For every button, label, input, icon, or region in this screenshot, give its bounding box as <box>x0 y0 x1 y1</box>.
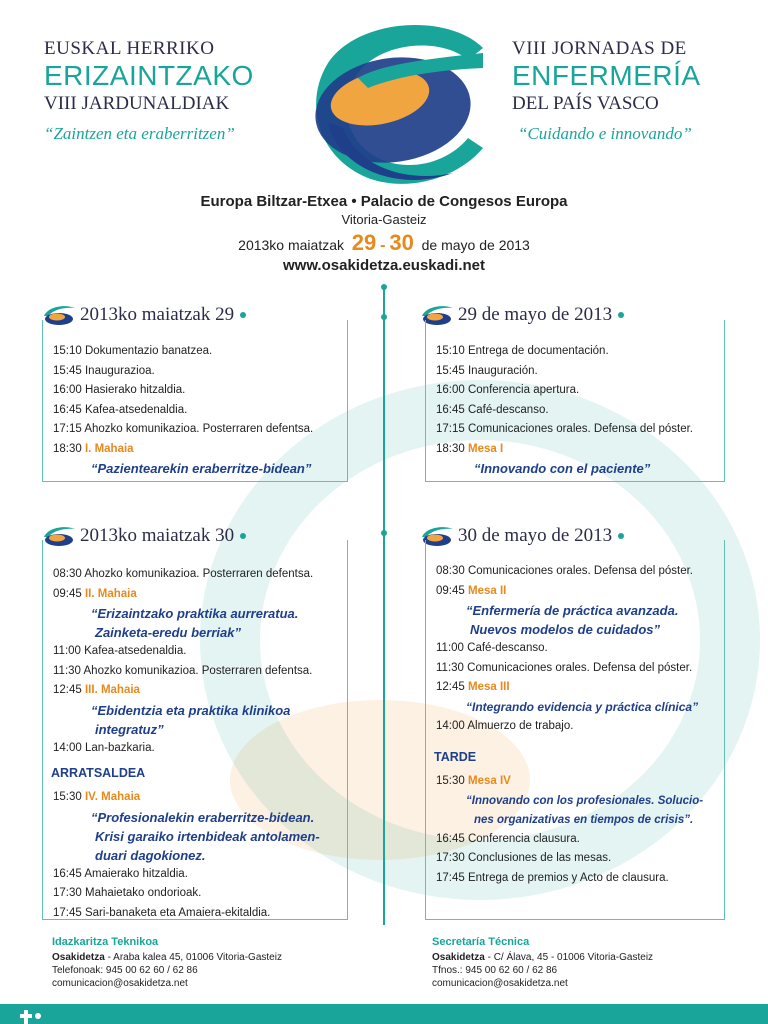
date-day2: 30 <box>389 230 414 255</box>
schedule-row: 18:30 Mesa I <box>436 442 504 455</box>
schedule-row: 09:45 Mesa II <box>436 584 507 597</box>
afternoon-heading: ARRATSALDEA <box>51 766 146 780</box>
session-title: nes organizativas en tiempos de crisis”. <box>474 813 694 826</box>
day-title-es30: 30 de mayo de 2013 <box>458 525 613 546</box>
schedule-row: 17:15 Comunicaciones orales. Defensa del póster. <box>436 423 693 435</box>
header-basque-line2: ERIZAINTZAKO <box>44 60 254 91</box>
title-dot <box>240 312 246 318</box>
divider-dot <box>381 530 387 536</box>
schedule-row: 16:45 Conferencia clausura. <box>436 832 580 845</box>
schedule-row: 12:45 III. Mahaia <box>53 684 140 696</box>
schedule-row: 11:30 Ahozko komunikazioa. Posterraren defentsa. <box>53 664 313 677</box>
footer-contact-es <box>432 936 653 990</box>
title-dot <box>240 533 246 539</box>
schedule-row: 08:30 Comunicaciones orales. Defensa del póster. <box>436 565 693 577</box>
footer-address: Osakidetza - Araba kalea 45, 01006 Vitoria-Gasteiz <box>52 952 282 963</box>
website-link[interactable]: www.osakidetza.euskadi.net <box>282 257 485 274</box>
day-title-es29: 29 de mayo de 2013 <box>458 304 613 325</box>
title-dot <box>618 312 624 318</box>
event-logo <box>298 18 498 188</box>
afternoon-heading: TARDE <box>434 750 477 764</box>
title-dot <box>618 533 624 539</box>
session-title: Krisi garaiko irtenbideak antolamen- <box>95 828 320 844</box>
session-title: “Erizaintzako praktika aurreratua. <box>91 606 299 621</box>
schedule-row: 12:45 Mesa III <box>436 681 510 693</box>
schedule-panel-es29 <box>425 320 725 482</box>
date-dash: - <box>380 237 386 254</box>
header-basque-tagline: “Zaintzen eta eraberritzen” <box>44 124 235 143</box>
schedule-row: 16:00 Hasierako hitzaldia. <box>53 384 186 396</box>
schedule-row: 16:45 Café-descanso. <box>436 403 549 416</box>
footer-title: Secretaría Técnica <box>432 936 530 948</box>
schedule-row: 18:30 I. Mahaia <box>53 442 134 455</box>
date-prefix: 2013ko maiatzak <box>238 237 344 253</box>
session-title: “Pazientearekin eraberritze-bidean” <box>91 461 312 476</box>
schedule-row: 14:00 Lan-bazkaria. <box>53 741 155 754</box>
session-title: “Innovando con el paciente” <box>474 461 651 476</box>
header-spanish-line3: DEL PAÍS VASCO <box>512 93 659 114</box>
schedule-row: 11:30 Comunicaciones orales. Defensa del póster. <box>436 661 693 674</box>
venue-name: Europa Biltzar-Etxea • Palacio de Congesos Europa <box>200 193 568 210</box>
session-title: integratuz” <box>95 721 164 737</box>
footer-email[interactable]: comunicacion@osakidetza.net <box>52 978 188 989</box>
session-title: Nuevos modelos de cuidados” <box>470 622 660 637</box>
schedule-row: 15:30 Mesa IV <box>436 775 511 787</box>
header-spanish-line2: ENFERMERÍA <box>512 60 701 91</box>
schedule-row: 15:30 IV. Mahaia <box>53 791 141 803</box>
footer-bar <box>0 1004 768 1024</box>
footer-address: Osakidetza - C/ Álava, 45 - 01006 Vitoria-Gasteiz <box>432 952 654 963</box>
divider-dot <box>381 284 387 290</box>
schedule-row: 15:10 Entrega de documentación. <box>436 345 609 357</box>
header-spanish <box>512 38 752 144</box>
session-title: “Profesionalekin eraberritze-bidean. <box>91 809 315 825</box>
footer-phone: Tfnos.: 945 00 62 60 / 62 86 <box>432 965 558 976</box>
session-title: “Ebidentzia eta praktika klinikoa <box>91 702 291 718</box>
schedule-row: 16:45 Amaierako hitzaldia. <box>53 867 188 880</box>
header-spanish-line1: VIII JORNADAS DE <box>512 38 687 59</box>
venue-city: Vitoria-Gasteiz <box>341 212 427 227</box>
schedule-row: 17:30 Conclusiones de las mesas. <box>436 852 612 864</box>
session-title: “Enfermería de práctica avanzada. <box>466 603 679 618</box>
schedule-row: 17:45 Sari-banaketa eta Amaiera-ekitaldia. <box>53 906 271 919</box>
event-dates <box>0 230 768 256</box>
session-title: Zainketa-eredu berriak” <box>95 625 241 640</box>
schedule-row: 15:45 Inaugurazioa. <box>53 364 155 377</box>
footer-title: Idazkaritza Teknikoa <box>52 936 159 948</box>
session-title: “Integrando evidencia y práctica clínica” <box>466 699 699 714</box>
header-basque <box>44 38 284 144</box>
session-title: duari dagokionez. <box>95 847 206 863</box>
schedule-row: 09:45 II. Mahaia <box>53 587 137 600</box>
schedule-row: 11:00 Kafea-atsedenaldia. <box>53 645 187 657</box>
schedule-row: 08:30 Ahozko komunikazioa. Posterraren defentsa. <box>53 568 314 580</box>
schedule-panel-es30 <box>425 540 725 920</box>
date-day1: 29 <box>351 230 377 255</box>
schedule-row: 14:00 Almuerzo de trabajo. <box>436 719 574 732</box>
schedule-row: 16:45 Kafea-atsedenaldia. <box>53 403 188 416</box>
footer-phone: Telefonoak: 945 00 62 60 / 62 86 <box>52 965 198 976</box>
footer-email[interactable]: comunicacion@osakidetza.net <box>432 978 568 989</box>
date-suffix: de mayo de 2013 <box>421 237 530 253</box>
osakidetza-logo-icon <box>18 1006 58 1024</box>
schedule-row: 11:00 Café-descanso. <box>436 642 548 654</box>
schedule-panel-eu29 <box>42 320 348 482</box>
session-title: “Innovando con los profesionales. Solucio- <box>466 794 704 807</box>
schedule-row: 16:00 Conferencia apertura. <box>436 384 580 396</box>
schedule-row: 15:10 Dokumentazio banatzea. <box>53 345 213 357</box>
schedule-row: 15:45 Inauguración. <box>436 364 538 377</box>
header-spanish-tagline: “Cuidando e innovando” <box>518 124 692 143</box>
schedule-panel-eu30 <box>42 540 348 920</box>
header-basque-line1: EUSKAL HERRIKO <box>44 38 215 59</box>
schedule-row: 17:30 Mahaietako ondorioak. <box>53 887 202 899</box>
schedule-row: 17:45 Entrega de premios y Acto de clausura. <box>436 871 669 884</box>
day-title-eu29: 2013ko maiatzak 29 <box>80 304 235 325</box>
schedule-row: 17:15 Ahozko komunikazioa. Posterraren defentsa. <box>53 423 314 435</box>
header-basque-line3: VIII JARDUNALDIAK <box>44 93 230 114</box>
footer-contact-eu <box>52 936 282 990</box>
day-title-eu30: 2013ko maiatzak 30 <box>80 525 235 546</box>
divider-dot <box>381 314 387 320</box>
center-divider <box>383 285 385 925</box>
